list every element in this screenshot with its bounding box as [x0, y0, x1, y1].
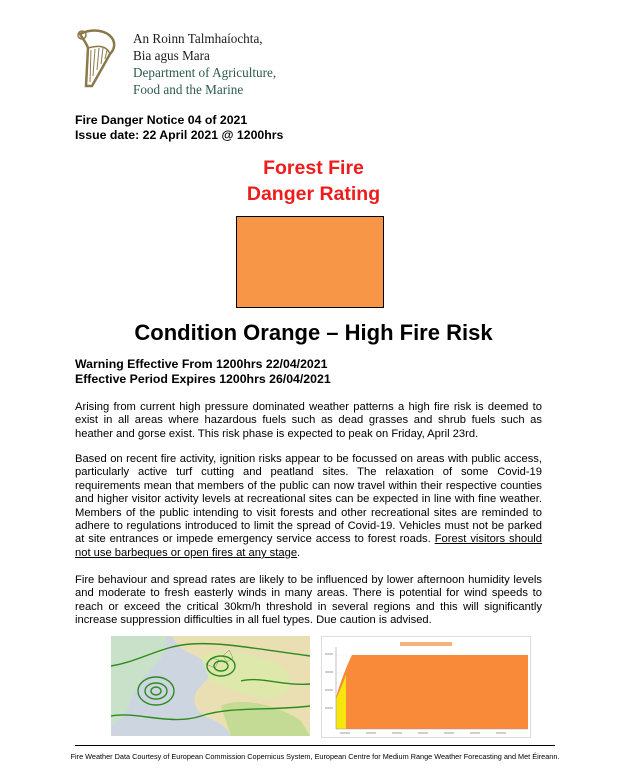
paragraph-ignition-risks-text: Based on recent fire activity, ignition risks appear to be focussed on areas with public access, particularly active turf cutting and peatland sites. The relaxation of some Covid-19 requirements mean that members of the public can now travel within their respective counties and higher visitor activity levels at recreational sites can be expected in line with fine weather. Members of the public intending to visit forests and other recreational sites are reminded to adhere to regulations introduced to limit the spread of Covid-19. Vehicles must not be parked at site entrances or impede emergency service access to forest roads.	[75, 453, 542, 546]
department-name	[133, 30, 276, 98]
condition-heading: Condition Orange – High Fire Risk	[134, 320, 493, 345]
weather-map-icon	[111, 636, 310, 736]
warning-effective-from: Warning Effective From 1200hrs 22/04/2021	[75, 357, 328, 371]
rating-title-line-2: Danger Rating	[246, 183, 381, 205]
danger-rating-swatch	[236, 216, 384, 308]
paragraph-ignition-risks	[75, 453, 542, 560]
rating-title-line-1: Forest Fire	[263, 157, 364, 179]
department-name-irish-line-1: An Roinn Talmhaíochta,	[133, 31, 263, 46]
harp-icon	[72, 28, 120, 92]
notice-header	[75, 113, 283, 143]
paragraph-ignition-risks-end: .	[297, 546, 301, 559]
fire-danger-chart-icon	[321, 636, 531, 738]
department-name-english-line-2: Food and the Marine	[133, 82, 244, 97]
notice-number: Fire Danger Notice 04 of 2021	[75, 113, 248, 127]
rating-title	[0, 155, 627, 207]
department-name-english-line-1: Department of Agriculture,	[133, 65, 277, 80]
warning-period	[75, 357, 331, 387]
warning-expires: Effective Period Expires 1200hrs 26/04/2021	[75, 372, 331, 386]
footer-credits: Fire Weather Data Courtesy of European Commission Copernicus System, European Centre for Medium Range Weather Forecasting and Met Éireann.	[70, 752, 560, 761]
paragraph-fire-behaviour: Fire behaviour and spread rates are likely to be influenced by lower afternoon humidity levels and moderate to fresh easterly winds in many areas. There is potential for wind speeds to reach or exceed the critical 30km/h threshold in several regions and this will significantly increase suppression difficulties in all fuel types. Due caution is advised.	[75, 574, 542, 627]
barbeque-warning: Forest visitors should not use barbeques or open fires at any stage	[75, 533, 543, 559]
footer-divider	[75, 745, 555, 746]
department-name-irish-line-2: Bia agus Mara	[133, 48, 210, 63]
paragraph-risk-summary: Arising from current high pressure dominated weather patterns a high fire risk is deemed to exist in all areas where hazardous fuels such as dead grasses and shrub fuels such as heather and gorse exist. This risk phase is expected to peak on Friday, April 23rd.	[75, 401, 542, 440]
issue-date: Issue date: 22 April 2021 @ 1200hrs	[75, 128, 284, 142]
